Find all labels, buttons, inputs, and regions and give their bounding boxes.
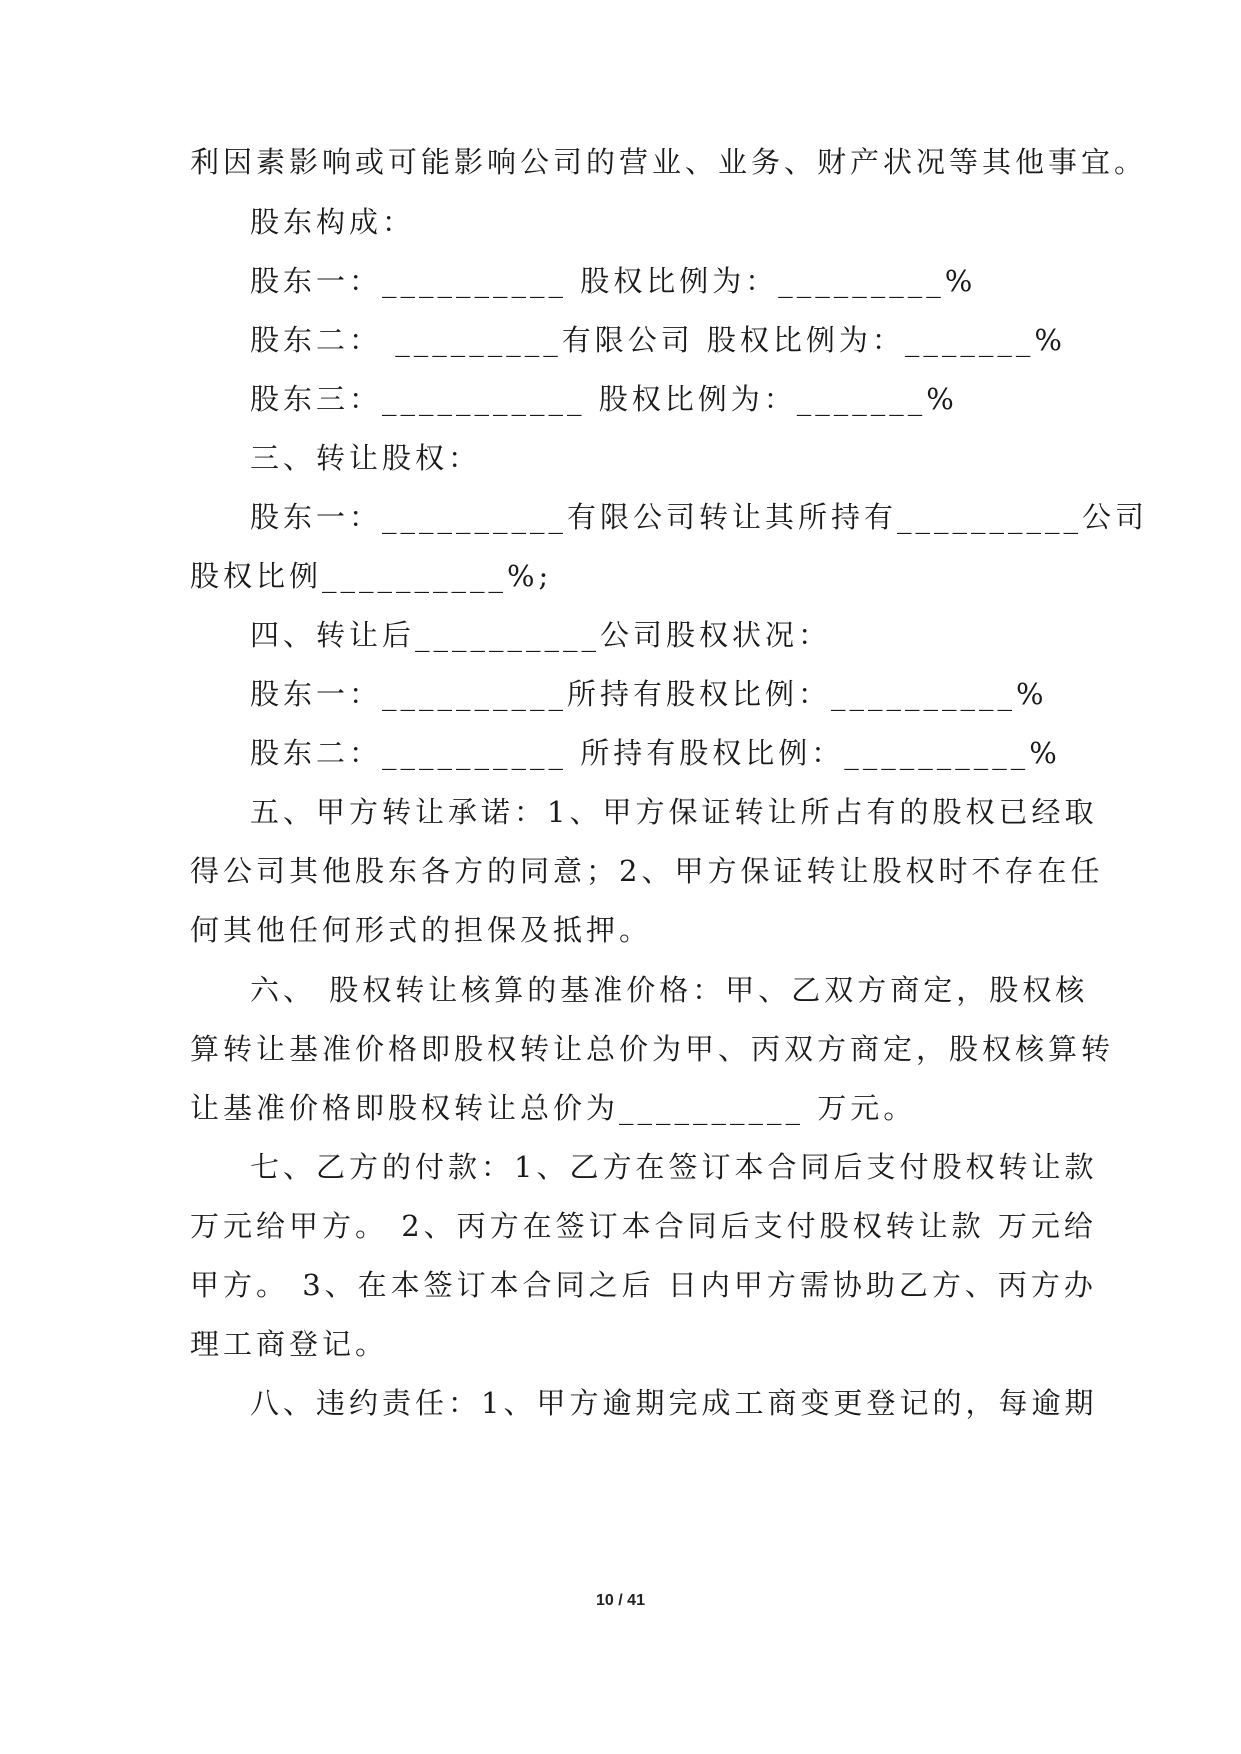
paragraph-line: 股东一：__________有限公司转让其所持有__________公司 bbox=[250, 500, 1149, 534]
paragraph-line: 万元给甲方。 2、丙方在签订本合同后支付股权转让款 万元给 bbox=[190, 1209, 1097, 1243]
paragraph-line: 股东二： _________有限公司 股权比例为：_______% bbox=[250, 323, 1066, 357]
paragraph-line: 八、违约责任：1、甲方逾期完成工商变更登记的，每逾期 bbox=[250, 1386, 1098, 1420]
section-heading: 四、转让后__________公司股权状况： bbox=[250, 618, 832, 652]
paragraph-line: 股东二：__________ 所持有股权比例：__________% bbox=[250, 736, 1061, 770]
paragraph-line: 股东一：__________所持有股权比例：__________% bbox=[250, 677, 1048, 711]
paragraph-line: 让基准价格即股权转让总价为__________ 万元。 bbox=[190, 1091, 917, 1125]
paragraph-line: 五、甲方转让承诺：1、甲方保证转让所占有的股权已经取 bbox=[250, 795, 1098, 829]
page-number: 10 / 41 bbox=[596, 1592, 645, 1609]
paragraph-line: 七、乙方的付款：1、乙方在签订本合同后支付股权转让款 bbox=[250, 1150, 1098, 1184]
paragraph-line: 股权比例__________%; bbox=[190, 559, 553, 593]
section-heading: 三、转让股权： bbox=[250, 441, 482, 475]
paragraph-line: 股东一：__________ 股权比例为：_________% bbox=[250, 264, 977, 298]
section-heading: 股东构成： bbox=[250, 205, 416, 239]
paragraph-line: 算转让基准价格即股权转让总价为甲、丙双方商定，股权核算转 bbox=[190, 1032, 1115, 1066]
paragraph-line: 利因素影响或可能影响公司的营业、业务、财产状况等其他事宜。 bbox=[190, 145, 1148, 179]
paragraph-line: 甲方。 3、在本签订本合同之后 日内甲方需协助乙方、丙方办 bbox=[190, 1268, 1097, 1302]
paragraph-line: 得公司其他股东各方的同意；2、甲方保证转让股权时不存在任 bbox=[190, 854, 1104, 888]
paragraph-line: 股东三：___________ 股权比例为：_______% bbox=[250, 382, 958, 416]
paragraph-line: 六、 股权转让核算的基准价格：甲、乙双方商定，股权核 bbox=[250, 973, 1089, 1007]
paragraph-line: 何其他任何形式的担保及抵押。 bbox=[190, 913, 653, 947]
paragraph-line: 理工商登记。 bbox=[190, 1327, 389, 1361]
